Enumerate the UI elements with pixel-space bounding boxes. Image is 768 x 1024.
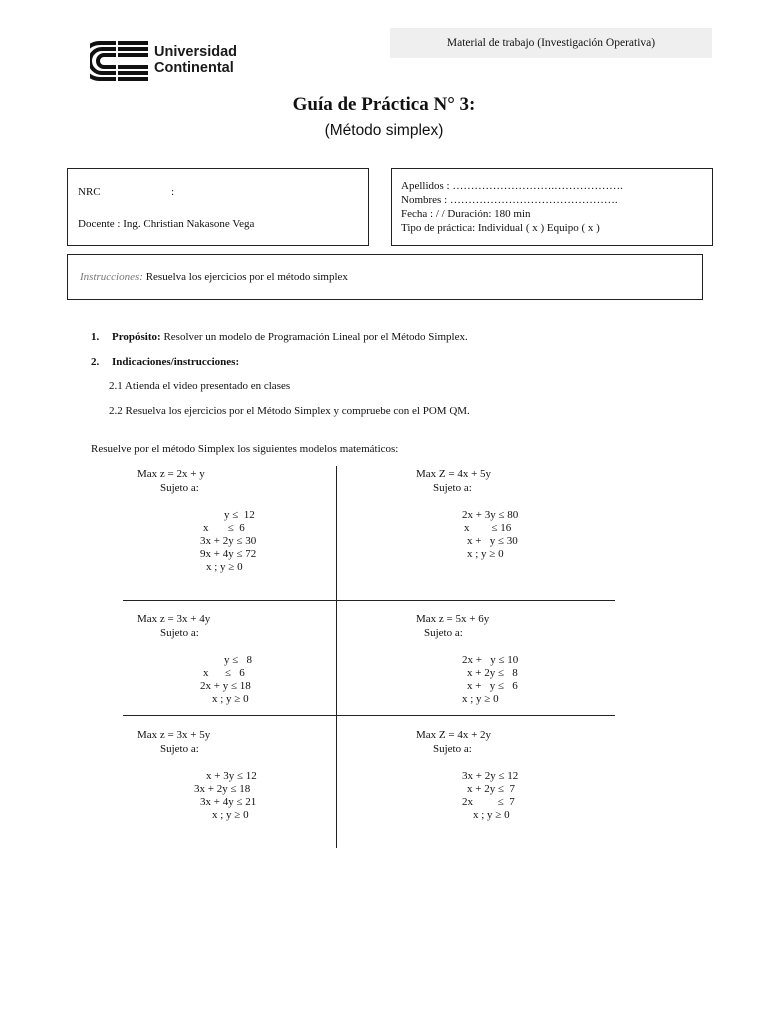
problem-6-constraint-2: x + 2y ≤ 7 xyxy=(467,783,515,795)
problem-4-subject: Sujeto a: xyxy=(424,627,463,639)
problem-5-objective: Max z = 3x + 5y xyxy=(137,729,211,741)
problem-6-subject: Sujeto a: xyxy=(433,743,472,755)
problem-1-objective: Max z = 2x + y xyxy=(137,468,205,480)
instructions-text: Resuelva los ejercicios por el método simplex xyxy=(142,271,348,283)
problem-4-objective: Max z = 5x + 6y xyxy=(416,613,490,625)
university-name-line1: Universidad xyxy=(154,44,237,60)
page-subtitle: (Método simplex) xyxy=(324,122,444,139)
problem-1-subject: Sujeto a: xyxy=(160,482,199,494)
grid-horizontal-line-1 xyxy=(123,600,615,601)
grid-vertical-line xyxy=(336,466,337,848)
university-name-line2: Continental xyxy=(154,60,234,76)
section-item-1 xyxy=(91,331,468,343)
problem-4-constraint-2: x + 2y ≤ 8 xyxy=(467,667,518,679)
problem-2-constraint-2: x ≤ 16 xyxy=(464,522,512,534)
nrc-label: NRC xyxy=(78,186,101,198)
item1-label: Propósito: xyxy=(112,331,161,343)
instructions-box xyxy=(67,254,703,300)
problem-6-constraint-4: x ; y ≥ 0 xyxy=(473,809,510,821)
problem-3-subject: Sujeto a: xyxy=(160,627,199,639)
problem-3-constraint-2: x ≤ 6 xyxy=(203,667,245,679)
material-text: Material de trabajo (Investigación Operativa) xyxy=(446,37,656,49)
problem-4-constraint-3: x + y ≤ 6 xyxy=(467,680,518,692)
problem-1-constraint-1: y ≤ 12 xyxy=(224,509,255,521)
problem-6-constraint-3: 2x ≤ 7 xyxy=(462,796,515,808)
section-item-2 xyxy=(91,356,239,368)
problem-5-subject: Sujeto a: xyxy=(160,743,199,755)
problem-5-constraint-4: x ; y ≥ 0 xyxy=(212,809,249,821)
item1-text: Resolver un modelo de Programación Lineal por el Método Simplex. xyxy=(160,331,468,343)
apellidos-line: Apellidos : ……………………….………………. xyxy=(401,180,623,192)
problems-intro: Resuelve por el método Simplex los siguientes modelos matemáticos: xyxy=(91,443,399,455)
problem-1-constraint-5: x ; y ≥ 0 xyxy=(206,561,243,573)
problem-2-objective: Max Z = 4x + 5y xyxy=(416,468,492,480)
instructions-label: Instrucciones: xyxy=(80,271,143,283)
problem-2-constraint-4: x ; y ≥ 0 xyxy=(467,548,504,560)
university-logo-icon xyxy=(90,40,150,82)
problem-6-constraint-1: 3x + 2y ≤ 12 xyxy=(462,770,519,782)
problem-2-constraint-3: x + y ≤ 30 xyxy=(467,535,518,547)
problem-1-constraint-2: x ≤ 6 xyxy=(203,522,245,534)
nombres-line: Nombres : ………………………………………. xyxy=(401,194,618,206)
instructions-line xyxy=(80,271,348,283)
nrc-colon: : xyxy=(171,186,175,198)
material-label xyxy=(390,28,712,58)
problem-3-constraint-1: y ≤ 8 xyxy=(224,654,253,666)
problem-1-constraint-3: 3x + 2y ≤ 30 xyxy=(200,535,257,547)
problem-4-constraint-1: 2x + y ≤ 10 xyxy=(462,654,519,666)
course-info-box xyxy=(67,168,369,246)
problem-3-constraint-4: x ; y ≥ 0 xyxy=(212,693,249,705)
problem-5-constraint-2: 3x + 2y ≤ 18 xyxy=(194,783,251,795)
problem-2-constraint-1: 2x + 3y ≤ 80 xyxy=(462,509,519,521)
item2-label: Indicaciones/instrucciones: xyxy=(112,356,240,368)
item2-2: 2.2 Resuelva los ejercicios por el Método Simplex y compruebe con el POM QM. xyxy=(109,405,470,417)
problem-5-constraint-1: x + 3y ≤ 12 xyxy=(206,770,257,782)
problem-2-subject: Sujeto a: xyxy=(433,482,472,494)
problem-6-objective: Max Z = 4x + 2y xyxy=(416,729,492,741)
fecha-line: Fecha : / / Duración: 180 min xyxy=(401,208,531,220)
tipo-practica-line: Tipo de práctica: Individual ( x ) Equipo ( x ) xyxy=(401,222,600,234)
docente-line: Docente : Ing. Christian Nakasone Vega xyxy=(78,218,255,230)
grid-horizontal-line-2 xyxy=(123,715,615,716)
problem-3-objective: Max z = 3x + 4y xyxy=(137,613,211,625)
university-name xyxy=(154,44,237,76)
item1-number: 1. xyxy=(91,331,100,343)
problem-1-constraint-4: 9x + 4y ≤ 72 xyxy=(200,548,257,560)
problem-3-constraint-3: 2x + y ≤ 18 xyxy=(200,680,251,692)
page-title: Guía de Práctica N° 3: xyxy=(292,94,476,115)
item2-1: 2.1 Atienda el video presentado en clases xyxy=(109,380,291,392)
problem-5-constraint-3: 3x + 4y ≤ 21 xyxy=(200,796,257,808)
student-info-box xyxy=(391,168,713,246)
item2-number: 2. xyxy=(91,356,100,368)
problem-4-constraint-4: x ; y ≥ 0 xyxy=(462,693,499,705)
